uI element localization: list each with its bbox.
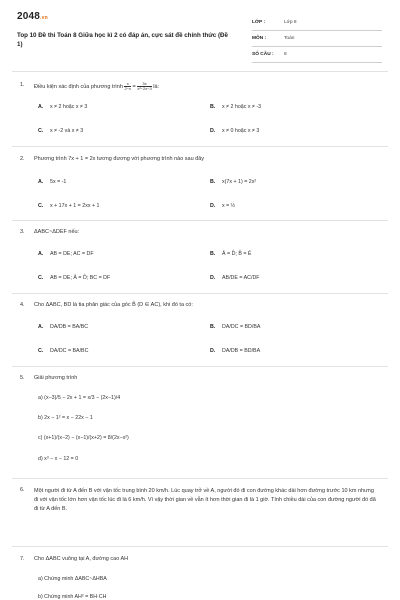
option-c[interactable]: C. x + 17x + 1 = 2xx + 1 [38, 203, 100, 209]
divider [12, 546, 388, 547]
question-text: Một người đi từ A đến B với vận tốc trung bình 20 km/h. Lúc quay trở về A, người đó đi con đường khác dài hơn đường trước 10 km nhưng đi với vận tốc lớn hơn vận tốc lúc đi là 6 km/h. Vì vậy thời gian về vẫn ít hơn thời gian đi là 1 giờ. Tính chiều dài của con đường người đó đã đi từ A đến B. [34, 488, 376, 512]
option-b[interactable]: B. x ≠ 2 hoặc x ≠ -3 [210, 104, 262, 110]
equation-a: a) (x−3)/5 − 2x + 1 = x/3 − (2x−1)/4 [38, 395, 121, 401]
question-number: 5. [20, 375, 25, 381]
option-a[interactable]: A. AB = DE; AC = DF [38, 251, 94, 257]
option-c[interactable]: C. AB = DE; Â = D̂; BC = DF [38, 275, 111, 281]
option-b[interactable]: B. DA/DC = BD/BA [210, 324, 261, 330]
option-b[interactable]: B. Â = D̂; B̂ = Ê [210, 251, 252, 257]
question-5 [20, 375, 382, 381]
site-logo[interactable] [17, 11, 48, 22]
subquestion-a: a) Chứng minh ΔABC~ΔHBA [38, 576, 107, 582]
page-title: Top 10 Đề thi Toán 8 Giữa học kì 2 có đáp án, cực sát đề chính thức (Đề 1) [17, 32, 228, 48]
equation-b: b) 2x − 1² = x − 22x − 1 [38, 415, 93, 421]
meta-label: LỚP : [252, 20, 266, 25]
divider [12, 146, 388, 147]
question-number: 4. [20, 302, 25, 308]
meta-row-count [252, 47, 382, 63]
logo-text: 2048 [17, 11, 41, 22]
question-text: Giải phương trình [34, 375, 78, 381]
option-c[interactable]: C. DA/DC = BA/BC [38, 348, 89, 354]
question-text: Phương trình 7x + 1 = 2x tương đương với phương trình nào sau đây [34, 156, 205, 162]
option-c[interactable]: C. x ≠ -2 và x ≠ 3 [38, 128, 84, 134]
meta-info [252, 15, 382, 63]
option-d[interactable]: D. DA/DB = BD/BA [210, 348, 261, 354]
meta-row-class [252, 15, 382, 31]
question-number: 6. [20, 487, 25, 493]
question-3 [20, 229, 382, 281]
question-4 [20, 302, 382, 354]
meta-row-subject [252, 31, 382, 47]
question-number: 1. [20, 82, 25, 88]
option-d[interactable]: D. x = ½ [210, 203, 236, 209]
option-d[interactable]: D. AB/DE = AC/DF [210, 275, 260, 281]
header-divider [12, 71, 388, 72]
option-d[interactable]: D. x ≠ 0 hoặc x ≠ 3 [210, 128, 260, 134]
question-text: Cho ΔABC, BD là tia phân giác của góc B̂ (D ∈ AC), khi đó ta có: [34, 302, 193, 308]
divider [12, 366, 388, 367]
question-text: ΔABC~ΔDEF nếu: [34, 229, 80, 235]
meta-label: SỐ CÂU : [252, 52, 274, 57]
question-text: Điều kiện xác định của phương trình $\frac{x}{2-x}$ = $\frac{3x}{\text{x²−2x−3}}$ là: [34, 81, 160, 91]
equation-c: c) (x+1)/(x−2) − (x−1)/(x+2) = 8/(2x−x²) [38, 435, 129, 441]
subquestion-b: b) Chứng minh AH² = BH·CH [38, 594, 107, 600]
option-a[interactable]: A. x ≠ 2 hoặc x ≠ 3 [38, 104, 88, 110]
divider [12, 220, 388, 221]
question-6 [20, 487, 382, 514]
option-a[interactable]: A. DA/DB = BA/BC [38, 324, 89, 330]
question-text: Cho ΔABC vuông tại A, đường cao AH [34, 556, 129, 562]
question-number: 7. [20, 556, 25, 562]
divider [12, 478, 388, 479]
option-b[interactable]: B. x(7x + 1) = 2x² [210, 179, 257, 185]
question-7 [20, 556, 382, 562]
meta-value: Toán [284, 36, 295, 41]
option-a[interactable]: A. 5x = -1 [38, 179, 67, 185]
question-number: 2. [20, 156, 25, 162]
question-2 [20, 156, 382, 209]
divider [12, 293, 388, 294]
meta-value: Lớp 8 [284, 20, 297, 25]
equation-d: d) x³ − x − 12 = 0 [38, 456, 79, 462]
question-number: 3. [20, 229, 25, 235]
logo-suffix: .vn [40, 15, 48, 21]
meta-label: MÔN : [252, 36, 267, 41]
meta-value: 8 [284, 52, 287, 57]
question-1 [20, 81, 382, 134]
